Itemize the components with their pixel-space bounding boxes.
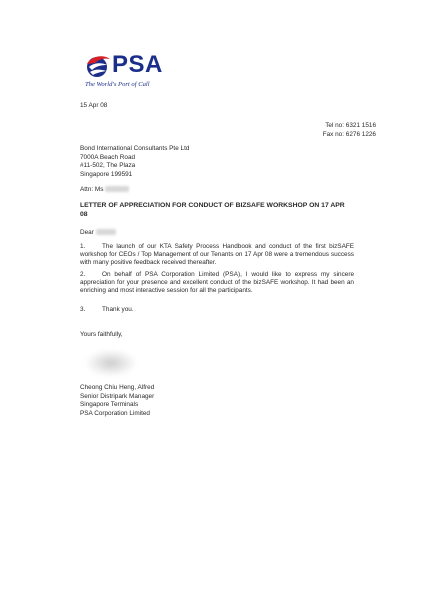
- company-name: PSA: [112, 51, 163, 78]
- paragraph-1: [80, 243, 354, 268]
- paragraph-number: 2.: [80, 271, 86, 278]
- telephone-number: Tel no: 6321 1516: [325, 122, 376, 129]
- contact-block: [286, 121, 376, 139]
- salutation-line: [80, 229, 116, 237]
- address-line: 7000A Beach Road: [80, 153, 136, 161]
- address-line: #11-502, The Plaza: [80, 162, 136, 170]
- attention-label: Attn: Ms: [80, 186, 104, 193]
- closing-line: Yours faithfully,: [80, 331, 123, 338]
- paragraph-text: On behalf of PSA Corporation Limited (PSA), I would like to express my sincere appreciation for your presence and excellent conduct of the bizSAFE workshop. It had been an enriching and most interactive session for all the participants.: [80, 271, 354, 295]
- address-line: Singapore 199591: [80, 170, 133, 178]
- fax-number: Fax no: 6276 1226: [322, 131, 376, 138]
- company-tagline: The World's Port of Call: [85, 81, 150, 88]
- signature-image: [86, 350, 136, 376]
- paragraph-2: [80, 271, 354, 296]
- paragraph-text: The launch of our KTA Safety Process Handbook and conduct of the first bizSAFE workshop for CEOs / Top Management of our Tenants on 17 Apr 08 were a tremendous success with many positive feedback received thereafter.: [80, 243, 354, 267]
- address-line: Bond International Consultants Pte Ltd: [80, 145, 190, 152]
- redacted-name: [105, 186, 129, 192]
- salutation-label: Dear: [80, 229, 94, 236]
- signer-company: PSA Corporation Limited: [80, 409, 150, 417]
- paragraph-3: [80, 306, 354, 314]
- letter-date: 15 Apr 08: [80, 102, 108, 109]
- paragraph-number: 1.: [80, 243, 86, 250]
- paragraph-number: 3.: [80, 306, 86, 313]
- signer-department: Singapore Terminals: [80, 401, 139, 409]
- signer-title: Senior Distripark Manager: [80, 392, 155, 400]
- paragraph-text: Thank you.: [102, 306, 134, 313]
- psa-logo: [83, 50, 183, 92]
- redacted-name: [96, 229, 116, 235]
- attention-line: [80, 186, 129, 194]
- signer-block: [80, 384, 154, 418]
- recipient-address: [80, 145, 189, 179]
- letter-subject: LETTER OF APPRECIATION FOR CONDUCT OF BIZSAFE WORKSHOP ON 17 APR 08: [80, 202, 345, 218]
- psa-globe-icon: [83, 50, 113, 80]
- signer-name: Cheong Chiu Heng, Alfred: [80, 384, 155, 391]
